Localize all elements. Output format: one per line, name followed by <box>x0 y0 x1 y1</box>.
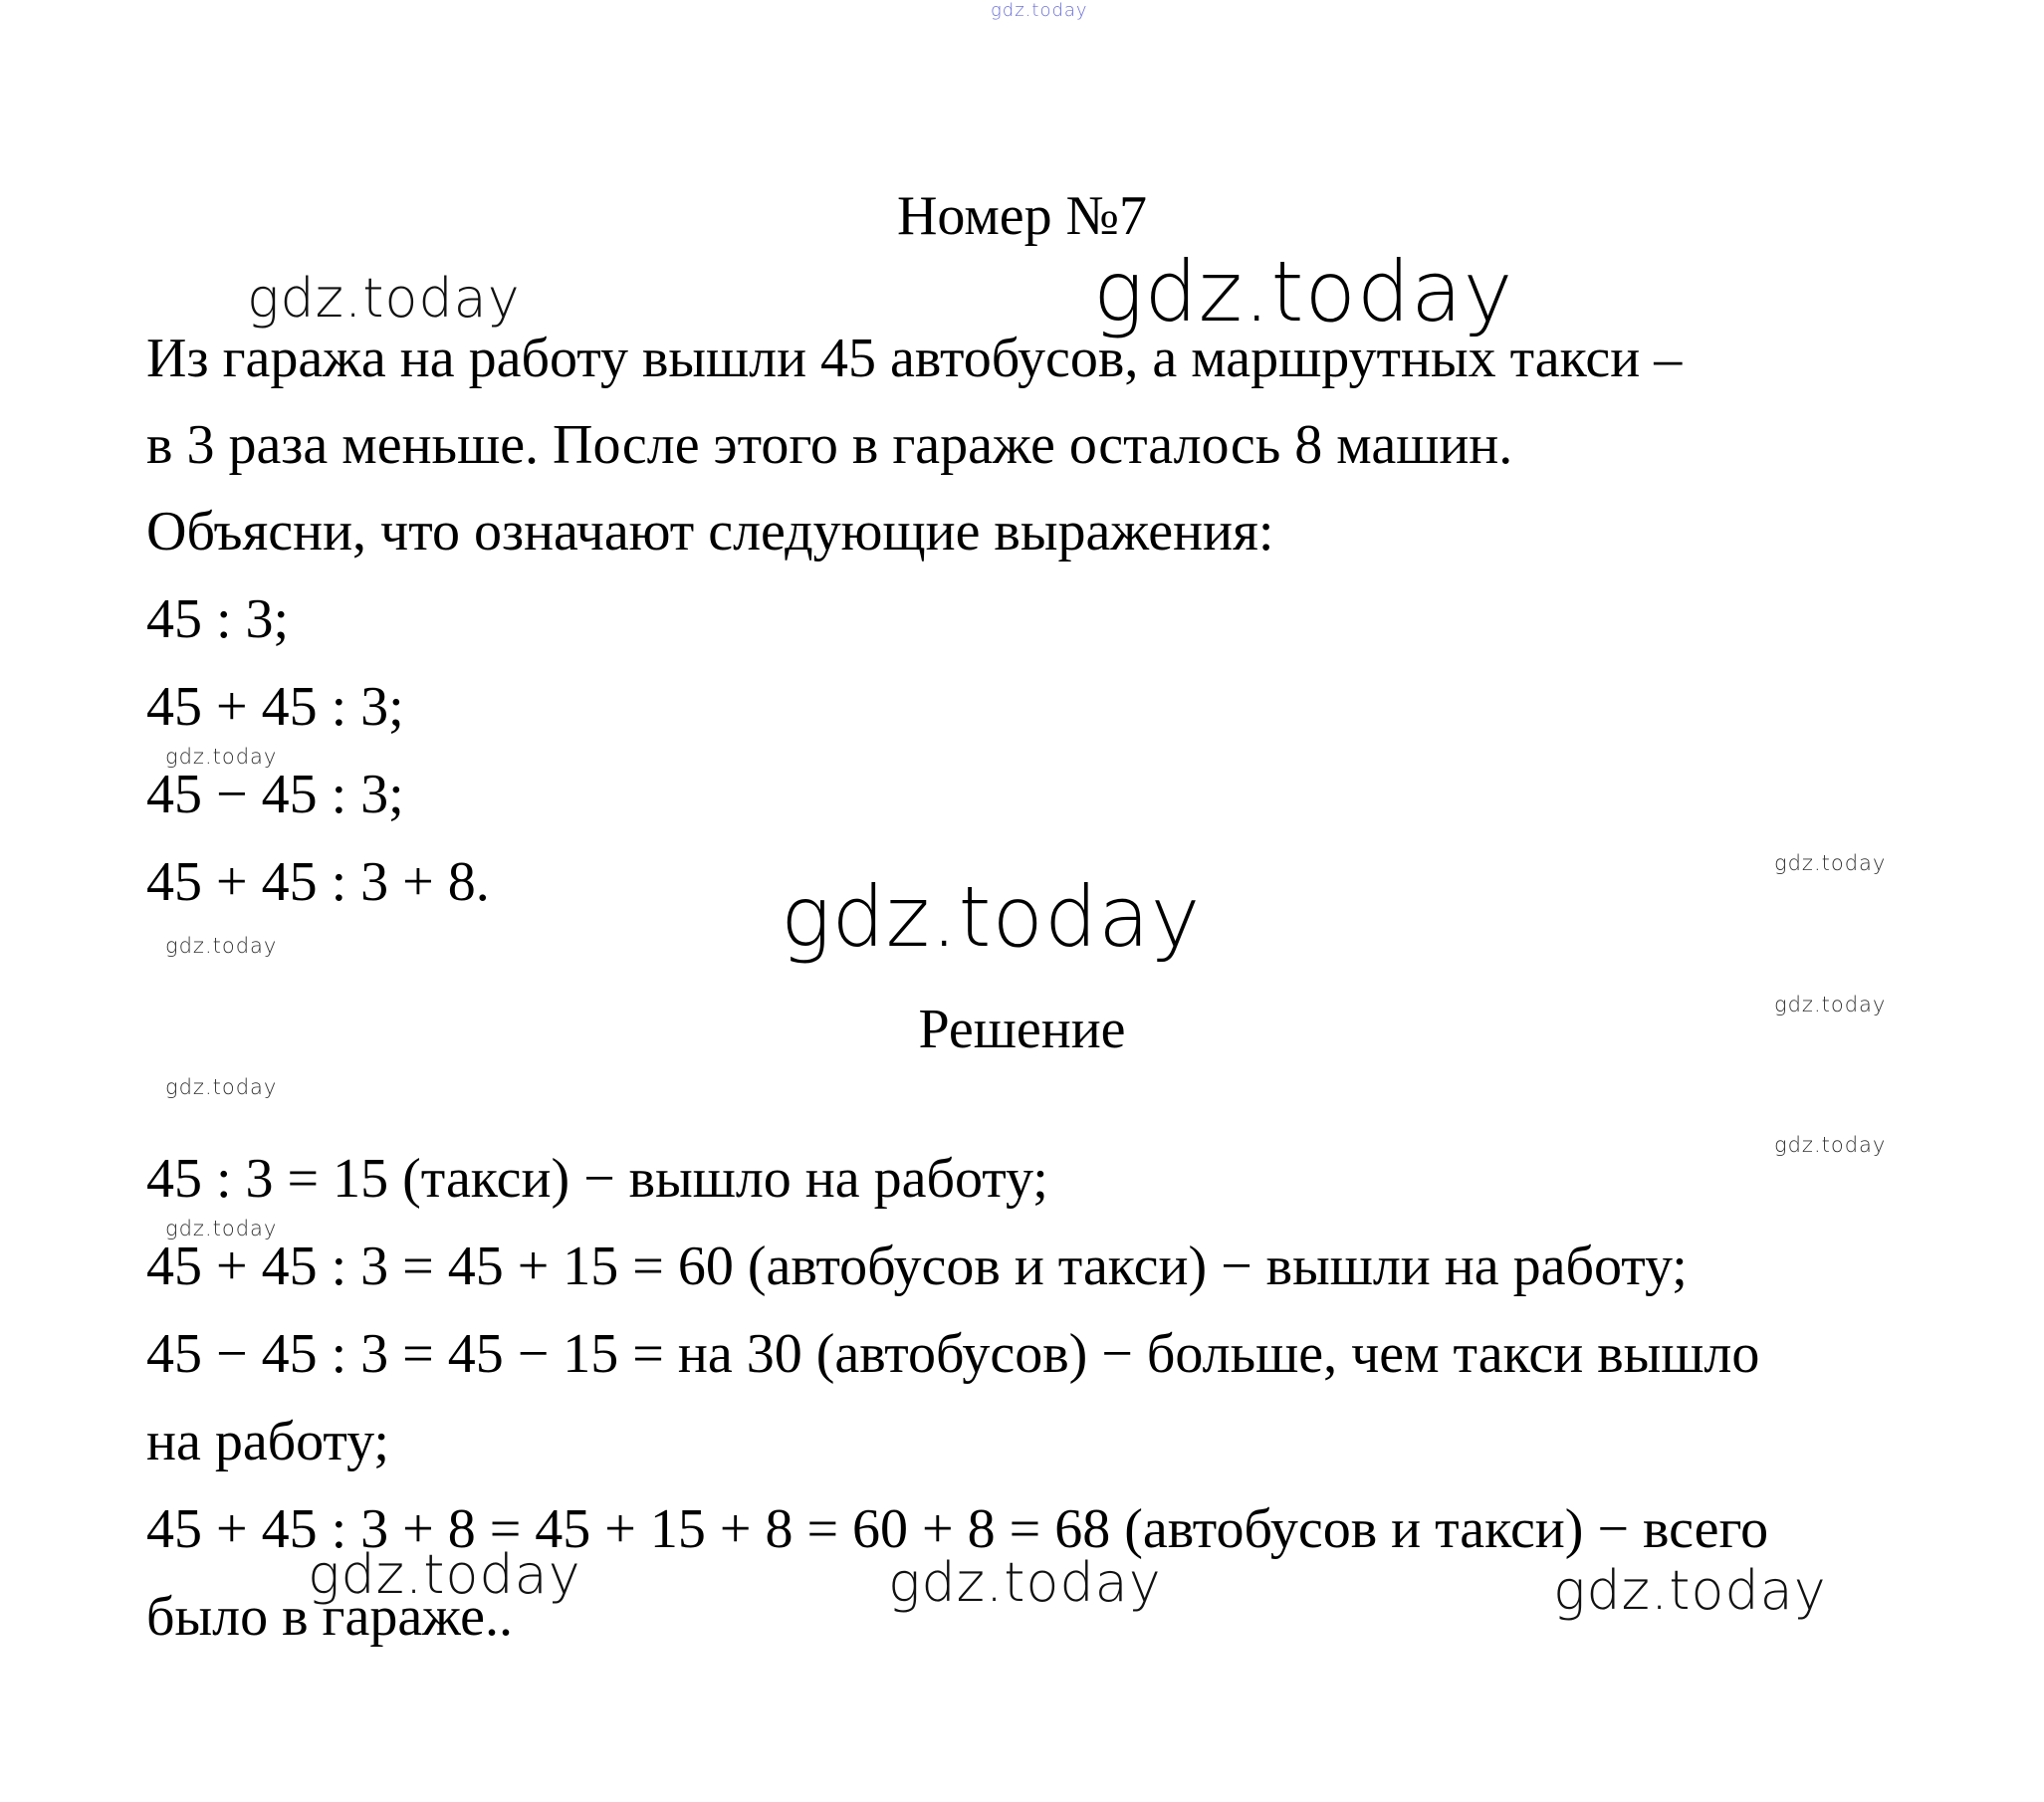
problem-line: Из гаража на работу вышли 45 автобусов, а маршрутных такси – <box>146 328 1683 389</box>
solution-heading: Решение <box>918 999 1126 1060</box>
watermark-bottom-right: gdz.today <box>1553 1559 1827 1622</box>
solution-line: 45 + 45 : 3 = 45 + 15 = 60 (автобусов и такси) − вышли на работу; <box>146 1236 1688 1297</box>
watermark-top: gdz.today <box>991 0 1088 21</box>
watermark-left-upper: gdz.today <box>247 267 521 330</box>
watermark-small-3: gdz.today <box>165 934 278 958</box>
watermark-large-middle: gdz.today <box>781 868 1202 966</box>
watermark-bottom-left: gdz.today <box>308 1543 581 1606</box>
watermark-large-upper: gdz.today <box>1093 243 1514 340</box>
expression-line: 45 + 45 : 3 + 8. <box>146 851 490 913</box>
page-title: Номер №7 <box>896 185 1148 247</box>
solution-line: на работу; <box>146 1411 389 1472</box>
watermark-small-1: gdz.today <box>165 745 278 769</box>
watermark-bottom-center: gdz.today <box>888 1551 1162 1614</box>
problem-line: Объясни, что означают следующие выражения: <box>146 501 1274 563</box>
watermark-small-4: gdz.today <box>1774 993 1887 1016</box>
expression-line: 45 : 3; <box>146 588 290 650</box>
watermark-small-6: gdz.today <box>1774 1133 1887 1157</box>
solution-line: 45 : 3 = 15 (такси) − вышло на работу; <box>146 1148 1048 1210</box>
solution-line: было в гараже.. <box>146 1586 513 1648</box>
solution-line: 45 + 45 : 3 + 8 = 45 + 15 + 8 = 60 + 8 = 68 (автобусов и такси) − всего <box>146 1498 1769 1560</box>
expression-line: 45 − 45 : 3; <box>146 764 404 825</box>
watermark-small-5: gdz.today <box>165 1075 278 1099</box>
expression-line: 45 + 45 : 3; <box>146 676 404 738</box>
watermark-small-7: gdz.today <box>165 1217 278 1240</box>
watermark-small-2: gdz.today <box>1774 851 1887 875</box>
problem-line: в 3 раза меньше. После этого в гараже осталось 8 машин. <box>146 414 1513 476</box>
solution-line: 45 − 45 : 3 = 45 − 15 = на 30 (автобусов) − больше, чем такси вышло <box>146 1323 1760 1385</box>
